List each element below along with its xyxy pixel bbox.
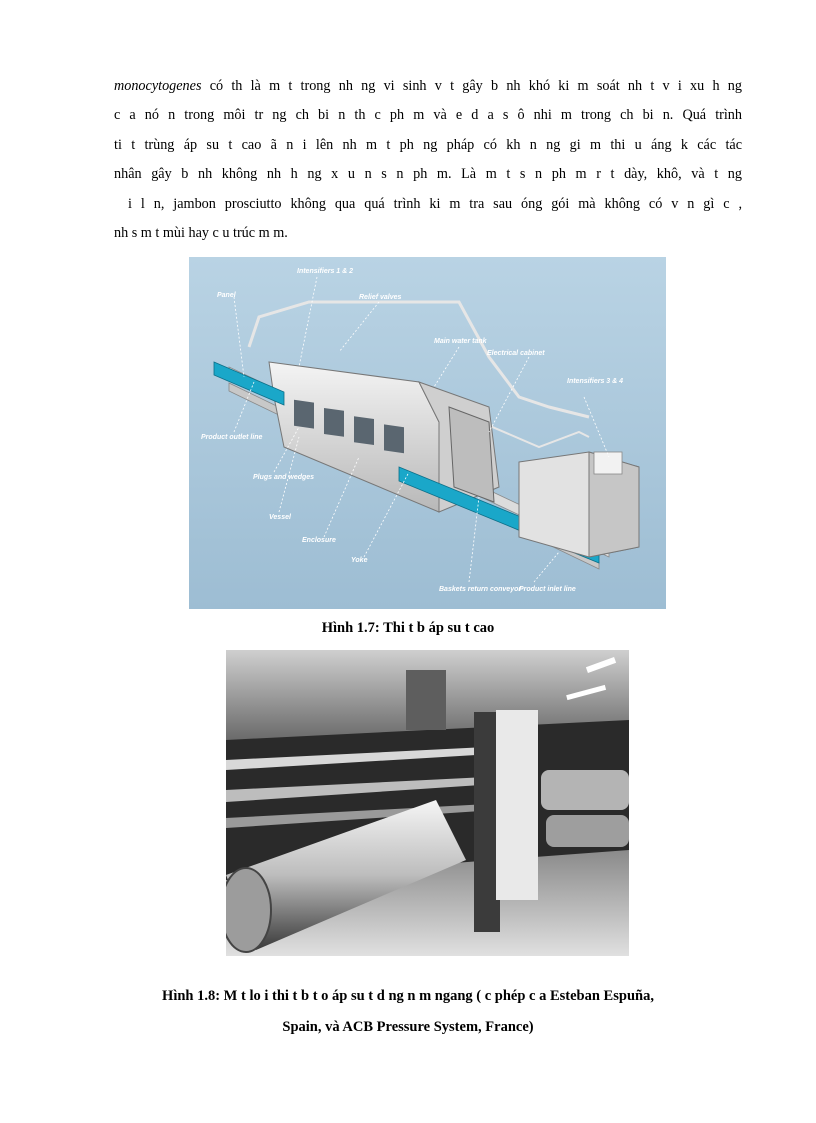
label-baskets-return-conveyor: Baskets return conveyor	[439, 586, 522, 593]
figure-1-8-caption-line-2: Spain, và ACB Pressure System, France)	[282, 1019, 534, 1035]
high-pressure-equipment-diagram	[189, 257, 666, 609]
diagram-illustration	[189, 257, 666, 609]
photo-illustration	[226, 650, 629, 956]
label-intensifiers-1-2: Intensifiers 1 & 2	[297, 268, 354, 275]
figure-1-8-caption	[0, 981, 816, 1043]
label-plugs-and-wedges: Plugs and wedges	[253, 474, 315, 481]
label-panel: Panel	[217, 292, 236, 299]
paragraph-line: c a nó n trong môi tr ng ch bi n th c ph m và e d a s ô nhi m trong ch bi n. Quá trình	[114, 107, 742, 124]
label-relief-valves: Relief valves	[359, 294, 402, 301]
label-enclosure: Enclosure	[302, 537, 336, 544]
paragraph-line: nhân gây b nh không nh h ng x u n s n ph m. Là m t s n ph m r t dày, khô, và t ng	[114, 166, 742, 183]
paragraph-line: ti t trùng áp su t cao ã n i lên nh m t ph ng pháp có kh n ng gi m thi u áng k các tác	[114, 136, 742, 153]
paragraph-line: nh s m t mùi hay c u trúc m m.	[114, 225, 288, 242]
label-product-outlet-line: Product outlet line	[201, 434, 263, 441]
paragraph-line: monocytogenes có th là m t trong nh ng vi sinh v t gây b nh khó ki m soát nh t v i xu h ng	[114, 78, 742, 94]
label-product-inlet-line: Product inlet line	[519, 586, 576, 593]
paragraph-line: i l n, jambon prosciutto không qua quá trình ki m tra sau óng gói mà không có v n gì c ,	[128, 195, 742, 212]
figure-1-7-caption: Hình 1.7: Thi t b áp su t cao	[321, 620, 495, 636]
body-paragraph	[114, 72, 742, 248]
label-main-water-tank: Main water tank	[434, 338, 487, 345]
figure-1-8-caption-line-1: Hình 1.8: M t lo i thi t b t o áp su t d ng n m ngang ( c phép c a Esteban Espuña,	[162, 988, 654, 1004]
label-yoke: Yoke	[351, 557, 368, 564]
horizontal-press-photo	[226, 650, 629, 956]
label-intensifiers-3-4: Intensifiers 3 & 4	[567, 378, 624, 385]
label-vessel: Vessel	[269, 514, 291, 521]
label-electrical-cabinet: Electrical cabinet	[487, 350, 545, 357]
